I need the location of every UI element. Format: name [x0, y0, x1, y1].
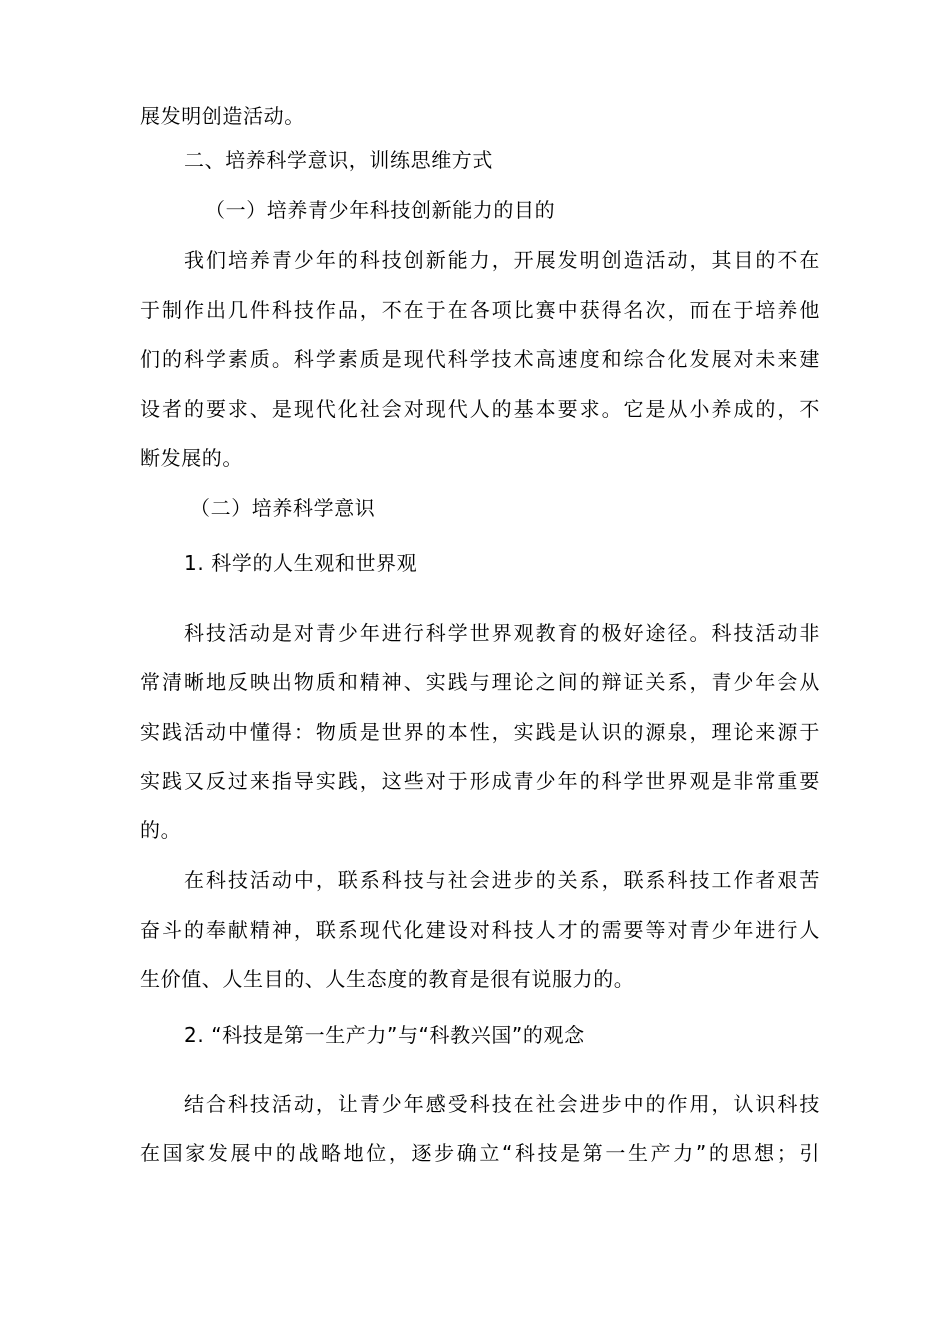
subsection-heading: （二）培养科学意识	[190, 496, 376, 520]
paragraph-line: 常清晰地反映出物质和精神、实践与理论之间的辩证关系，青少年会从	[140, 670, 820, 694]
paragraph-line: 于制作出几件科技作品，不在于在各项比赛中获得名次，而在于培养他	[140, 298, 820, 322]
paragraph-line: 展发明创造活动。	[140, 104, 305, 128]
paragraph-line: 的。	[140, 818, 182, 842]
paragraph-line: 结合科技活动，让青少年感受科技在社会进步中的作用，认识科技	[184, 1092, 820, 1116]
paragraph-line: 我们培养青少年的科技创新能力，开展发明创造活动，其目的不在	[184, 248, 820, 272]
numbered-heading: 2. “科技是第一生产力”与“科教兴国”的观念	[184, 1023, 585, 1047]
paragraph-line: 在科技活动中，联系科技与社会进步的关系，联系科技工作者艰苦	[184, 868, 820, 892]
paragraph-line: 断发展的。	[140, 446, 243, 470]
paragraph-line: 科技活动是对青少年进行科学世界观教育的极好途径。科技活动非	[184, 621, 820, 645]
paragraph-line: 实践又反过来指导实践，这些对于形成青少年的科学世界观是非常重要	[140, 769, 820, 793]
paragraph-line: 设者的要求、是现代化社会对现代人的基本要求。它是从小养成的，不	[140, 397, 820, 421]
paragraph-line: 实践活动中懂得：物质是世界的本性，实践是认识的源泉，理论来源于	[140, 720, 820, 744]
subsection-heading: （一）培养青少年科技创新能力的目的	[205, 198, 556, 222]
paragraph-line: 们的科学素质。科学素质是现代科学技术高速度和综合化发展对未来建	[140, 347, 820, 371]
paragraph-line: 奋斗的奉献精神，联系现代化建设对科技人才的需要等对青少年进行人	[140, 918, 820, 942]
paragraph-line: 生价值、人生目的、人生态度的教育是很有说服力的。	[140, 967, 635, 991]
numbered-heading: 1. 科学的人生观和世界观	[184, 551, 418, 575]
paragraph-line: 在国家发展中的战略地位，逐步确立“科技是第一生产力”的思想；引	[140, 1141, 820, 1165]
section-heading: 二、培养科学意识，训练思维方式	[184, 148, 493, 172]
